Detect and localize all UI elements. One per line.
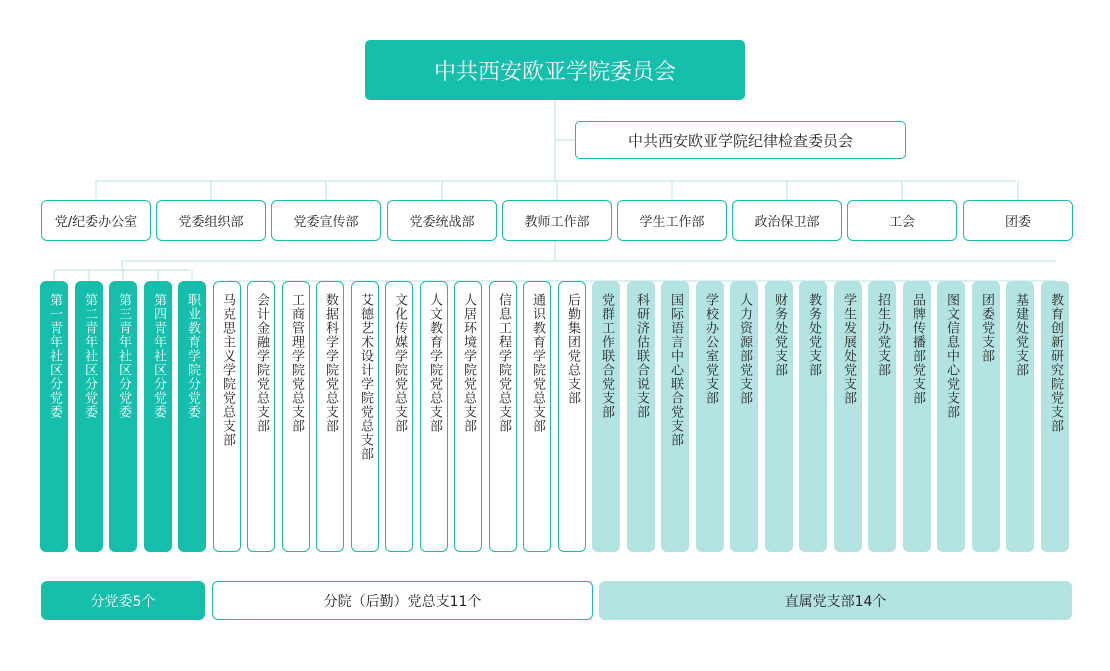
branch-node xyxy=(834,281,862,552)
department-node: 政治保卫部 xyxy=(732,200,842,241)
summary-sub-committees: 分党委5个 xyxy=(41,581,205,620)
branch-node xyxy=(75,281,103,552)
branch-label: 职业教育学院分党委 xyxy=(185,293,200,419)
branch-label: 人居环境学院党总支部 xyxy=(461,293,476,433)
party-committee-node: 中共西安欧亚学院委员会 xyxy=(365,40,745,100)
branch-label: 教育创新研究院党支部 xyxy=(1048,293,1063,433)
branch-node xyxy=(696,281,724,552)
department-node: 团委 xyxy=(963,200,1073,241)
branch-node xyxy=(627,281,655,552)
branch-label: 艾德艺术设计学院党总支部 xyxy=(358,293,373,461)
branch-label: 党群工作联合党支部 xyxy=(599,293,614,419)
branch-node xyxy=(109,281,137,552)
branch-node xyxy=(178,281,206,552)
branch-label: 人力资源部党支部 xyxy=(737,293,752,405)
branch-label: 第二青年社区分党委 xyxy=(82,293,97,419)
branch-node xyxy=(523,281,551,552)
branch-node xyxy=(454,281,482,552)
branch-label: 人文教育学院党总支部 xyxy=(427,293,442,433)
branch-node xyxy=(1006,281,1034,552)
summary-direct-branches: 直属党支部14个 xyxy=(599,581,1072,620)
branch-node xyxy=(316,281,344,552)
branch-node xyxy=(351,281,379,552)
branch-label: 团委党支部 xyxy=(979,293,994,363)
branch-label: 马克思主义学院党总支部 xyxy=(220,293,235,447)
branch-node xyxy=(765,281,793,552)
branch-label: 工商管理学院党总支部 xyxy=(289,293,304,433)
branch-label: 第一青年社区分党委 xyxy=(47,293,62,419)
branch-label: 通识教育学院党总支部 xyxy=(530,293,545,433)
branch-label: 学校办公室党支部 xyxy=(703,293,718,405)
branch-node xyxy=(144,281,172,552)
department-node: 工会 xyxy=(847,200,957,241)
branch-node xyxy=(282,281,310,552)
discipline-committee-node: 中共西安欧亚学院纪律检查委员会 xyxy=(575,121,906,159)
branch-label: 第四青年社区分党委 xyxy=(151,293,166,419)
summary-general-branches: 分院（后勤）党总支11个 xyxy=(212,581,593,620)
branch-label: 品牌传播部党支部 xyxy=(910,293,925,405)
department-node: 党委宣传部 xyxy=(271,200,381,241)
branch-label: 会计金融学院党总支部 xyxy=(254,293,269,433)
branch-node xyxy=(868,281,896,552)
department-node: 党委组织部 xyxy=(156,200,266,241)
branch-node xyxy=(592,281,620,552)
department-node: 党委统战部 xyxy=(387,200,497,241)
branch-node xyxy=(489,281,517,552)
branch-label: 国际语言中心联合党支部 xyxy=(668,293,683,447)
branch-label: 后勤集团党总支部 xyxy=(565,293,580,405)
department-node: 教师工作部 xyxy=(502,200,612,241)
branch-label: 学生发展处党支部 xyxy=(841,293,856,405)
branch-label: 财务处党支部 xyxy=(772,293,787,377)
branch-node xyxy=(1041,281,1069,552)
branch-label: 科研济估联合说支部 xyxy=(634,293,649,419)
branch-node xyxy=(558,281,586,552)
branch-node xyxy=(937,281,965,552)
branch-label: 信息工程学院党总支部 xyxy=(496,293,511,433)
branch-node xyxy=(420,281,448,552)
branch-label: 文化传媒学院党总支部 xyxy=(392,293,407,433)
branch-node xyxy=(247,281,275,552)
branch-label: 教务处党支部 xyxy=(806,293,821,377)
branch-node xyxy=(385,281,413,552)
branch-node xyxy=(661,281,689,552)
branch-node xyxy=(40,281,68,552)
branch-label: 图文信息中心党支部 xyxy=(944,293,959,419)
department-node: 党/纪委办公室 xyxy=(41,200,151,241)
branch-label: 第三青年社区分党委 xyxy=(116,293,131,419)
branch-node xyxy=(213,281,241,552)
branch-node xyxy=(730,281,758,552)
branch-label: 数据科学学院党总支部 xyxy=(323,293,338,433)
branch-label: 招生办党支部 xyxy=(875,293,890,377)
branch-node xyxy=(799,281,827,552)
branch-node xyxy=(903,281,931,552)
branch-label: 基建处党支部 xyxy=(1013,293,1028,377)
department-node: 学生工作部 xyxy=(617,200,727,241)
branch-node xyxy=(972,281,1000,552)
